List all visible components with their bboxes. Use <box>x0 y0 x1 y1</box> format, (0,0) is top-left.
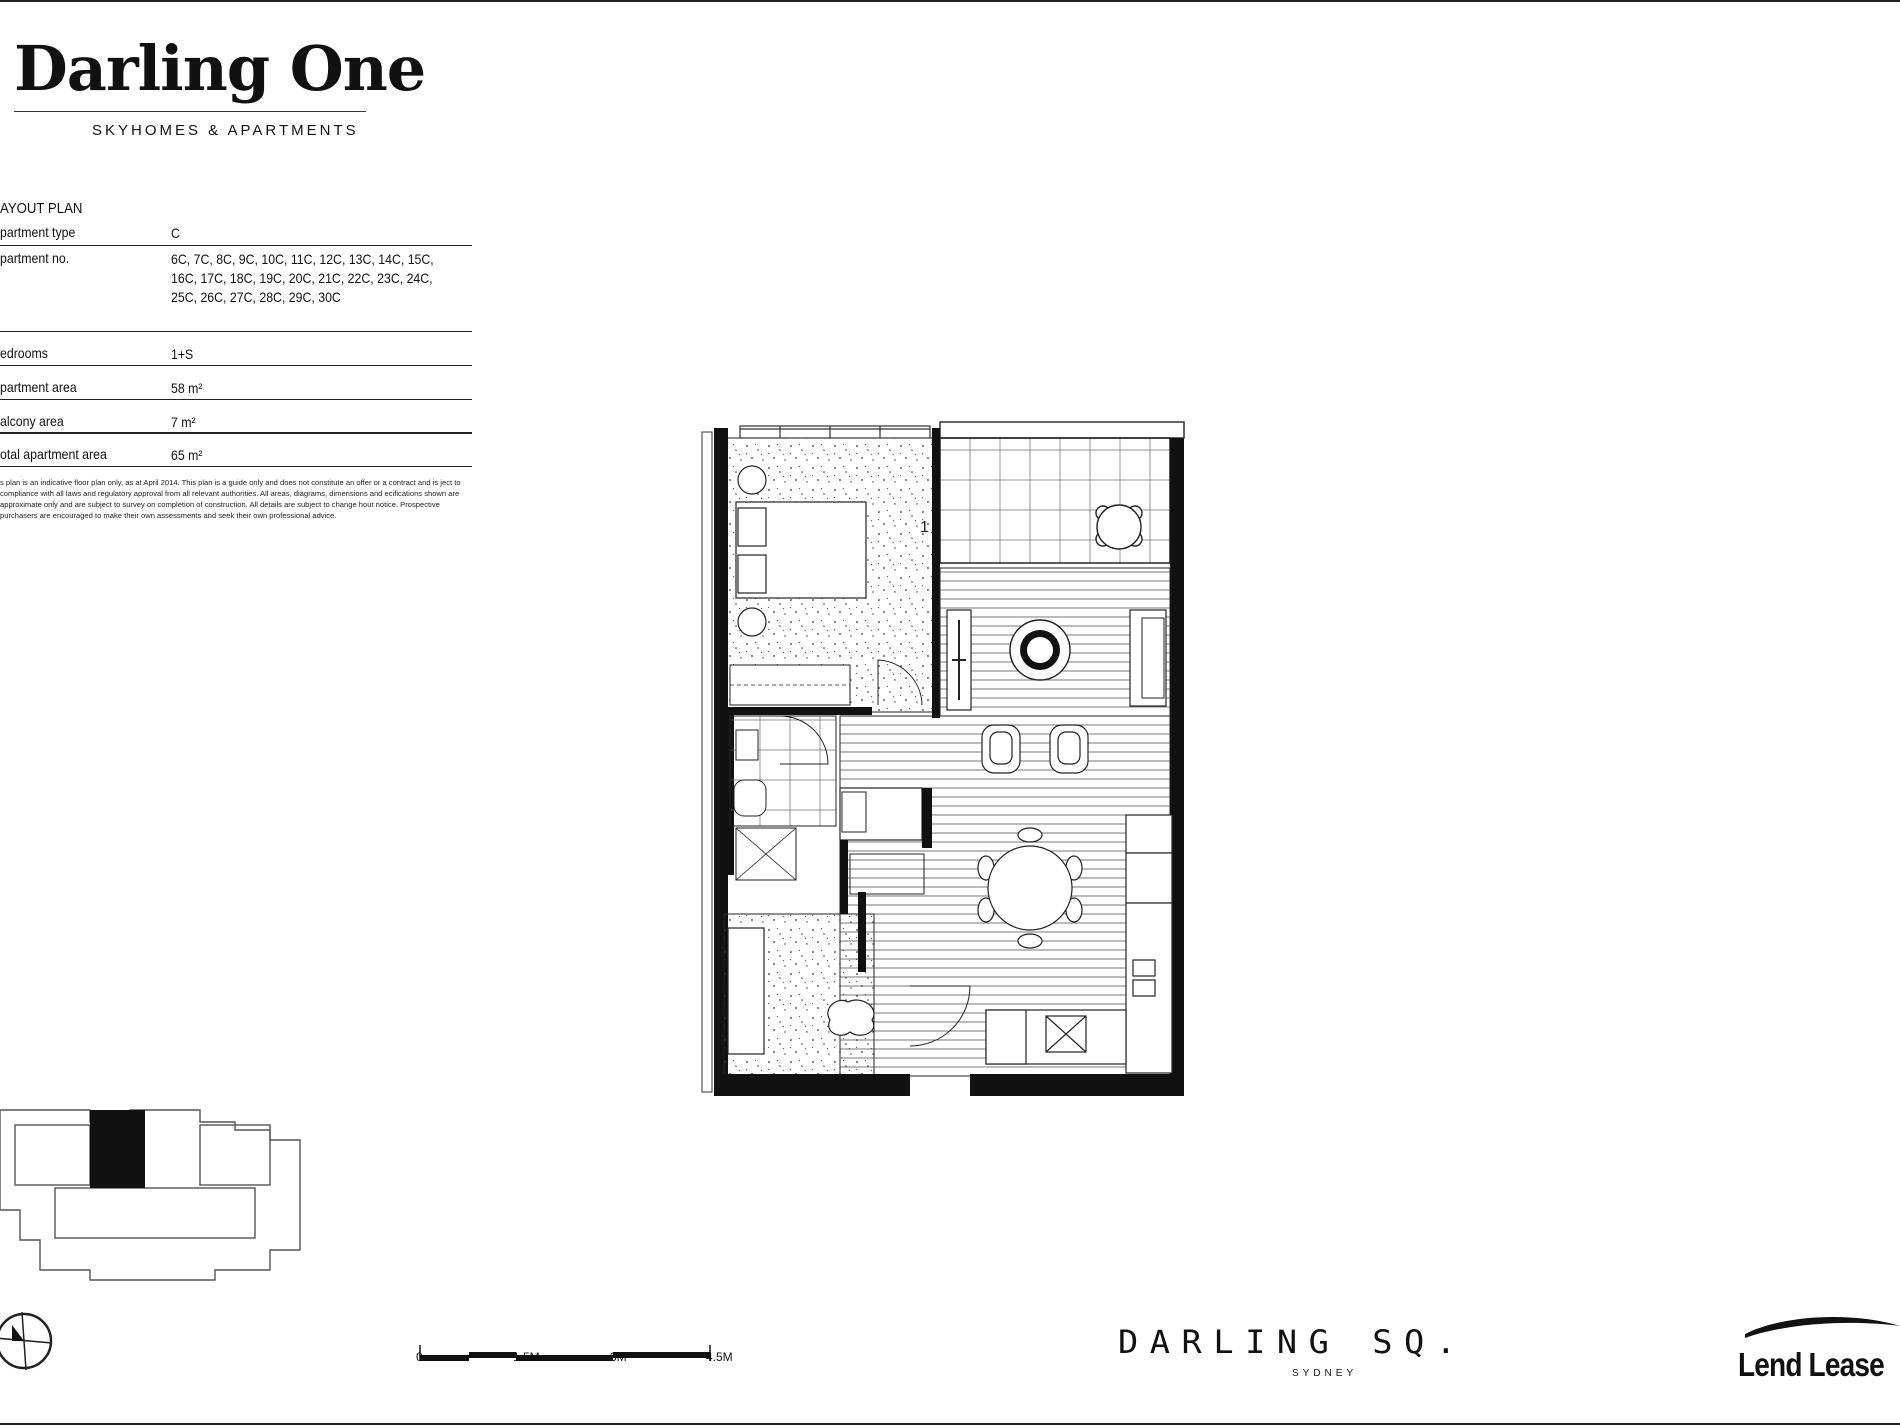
scale-label: 4.5M <box>706 1350 733 1364</box>
spec-heading: AYOUT PLAN <box>0 200 83 217</box>
scale-label: 0 <box>416 1350 423 1364</box>
study-chair <box>828 1000 874 1035</box>
brand-subtitle: SKYHOMES & APARTMENTS <box>92 122 359 139</box>
spec-divider <box>0 399 472 400</box>
scale-label: 1.5M <box>513 1350 540 1364</box>
bedroom-wall <box>932 428 940 718</box>
north-arrow-icon <box>0 1310 60 1370</box>
spec-label: partment area <box>0 379 77 395</box>
darling-sq-subtitle: SYDNEY <box>1292 1368 1358 1379</box>
spec-divider <box>0 331 472 332</box>
page-border-top <box>0 0 1900 2</box>
spec-value: 58 m² <box>171 380 203 396</box>
balcony-balustrade <box>940 422 1184 438</box>
darling-sq-logo: DARLING SQ. <box>1118 1323 1468 1361</box>
spec-label: otal apartment area <box>0 446 107 462</box>
spec-label: edrooms <box>0 345 48 361</box>
vanity <box>736 730 758 760</box>
spec-divider <box>0 432 472 434</box>
lend-lease-logo: Lend Lease <box>1738 1346 1884 1383</box>
disclaimer-note: s plan is an indicative floor plan only, as at April 2014. This plan is a guide only and does not constitute an offer or a contract and is ject to compliance with all laws and regulatory approval from all relevant authorities. All areas, diagrams, dimensions and ecifications shown are approximate only and are subject to survey on completion of construction. All details are subject to change hout notice. Prospective purchasers are encouraged to make their own assessments and seek their own professional advice. <box>0 478 461 520</box>
brand-divider <box>14 111 366 112</box>
spec-divider <box>0 365 472 366</box>
key-plan-unit-marker <box>90 1110 145 1188</box>
spec-divider <box>0 245 472 246</box>
exterior-wall-bottom-right <box>970 1074 1184 1096</box>
spec-label: partment type <box>0 224 76 240</box>
bedroom-number: 1 <box>920 519 929 536</box>
balcony-table <box>1096 505 1142 549</box>
brand-logo <box>14 32 426 139</box>
toilet <box>734 780 766 816</box>
coffee-table <box>1010 620 1070 680</box>
spec-label: alcony area <box>0 413 64 429</box>
spec-value: C <box>171 225 180 241</box>
brand-title: Darling One <box>14 32 426 105</box>
spec-value: 6C, 7C, 8C, 9C, 10C, 11C, 12C, 13C, 14C, 15C, 16C, 17C, 18C, 19C, 20C, 21C, 22C, 23C, 24C, 25C, 26C, 27C, 28C, 29C, 30C <box>171 251 434 305</box>
exterior-wall-bottom-left <box>714 1074 910 1096</box>
floor-plan <box>700 420 1200 1100</box>
lend-lease-swoosh-icon <box>1745 1312 1900 1342</box>
scale-bar <box>405 1345 745 1363</box>
scale-label: 3M <box>610 1350 627 1364</box>
spec-value: 7 m² <box>171 414 196 430</box>
spec-value: 1+S <box>171 346 194 362</box>
spec-label: partment no. <box>0 250 70 266</box>
spec-value: 65 m² <box>171 447 203 463</box>
desk <box>728 928 764 1054</box>
key-plan <box>0 1100 310 1290</box>
spec-divider <box>0 466 472 467</box>
window-frames <box>740 426 930 438</box>
